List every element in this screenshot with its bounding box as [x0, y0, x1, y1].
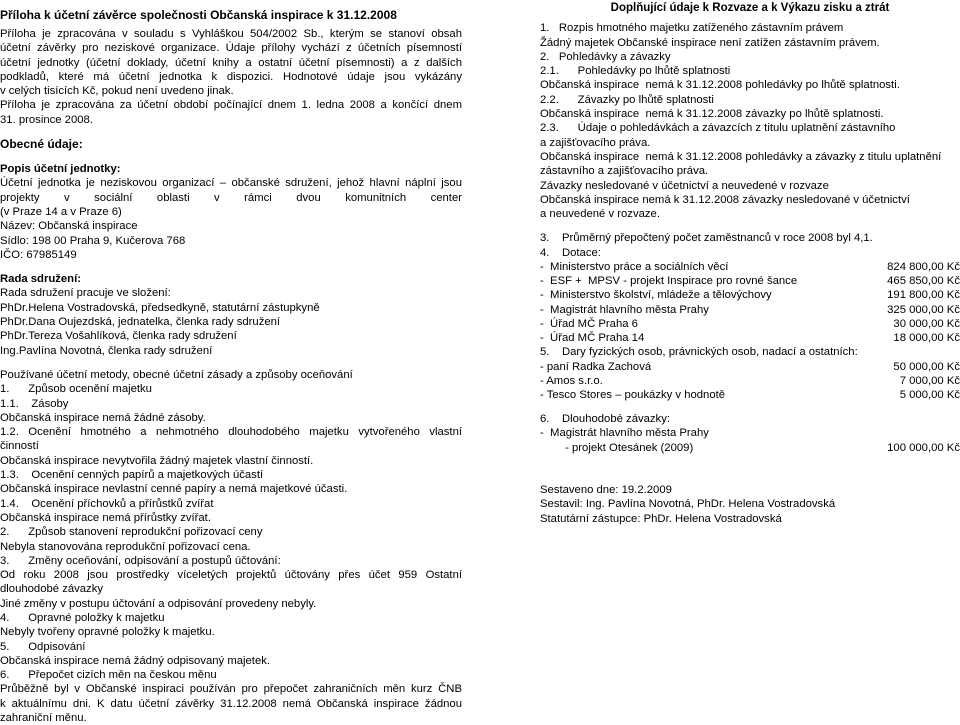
gift-row-label: - Tesco Stores – poukázky v hodnotě: [540, 388, 726, 401]
council-line: PhDr.Dana Oujezdská, jednatelka, členka rady sdružení: [0, 316, 281, 329]
subsidy-row-label: - Úřad MČ Praha 6: [540, 317, 638, 330]
subsidy-row-amount: 191 800,00 Kč: [887, 289, 960, 302]
council-line: PhDr.Helena Vostradovská, předsedkyně, statutární zástupkyně: [0, 301, 320, 314]
supplement-line: a zajišťovacího práva.: [540, 136, 651, 149]
entity-line: IČO: 67985149: [0, 248, 77, 261]
intro-line: 31. prosince 2008.: [0, 113, 93, 126]
supplement-line: 2. Pohledávky a závazky: [540, 50, 671, 63]
subsidy-row-label: - Magistrát hlavního města Prahy: [540, 303, 709, 316]
intro-line: v celých tisících Kč, pokud není uvedeno jinak.: [0, 85, 234, 98]
supplement-line: 2.2. Závazky po lhůtě splatnosti: [540, 93, 714, 106]
methods-line: Nebyly tvořeny opravné položky k majetku.: [0, 626, 215, 639]
liability-row: [540, 441, 960, 455]
supplement-line: Občanská inspirace nemá k 31.12.2008 pohledávky a závazky z titulu uplatnění: [540, 150, 942, 163]
gift-row-amount: 7 000,00 Kč: [899, 374, 960, 387]
subsidies-heading: 4. Dotace:: [540, 246, 601, 259]
subsidy-row-label: - Úřad MČ Praha 14: [540, 332, 645, 345]
subsidies-list: [540, 260, 960, 345]
footer-line: Sestavil: Ing. Pavlína Novotná, PhDr. Helena Vostradovská: [540, 498, 836, 511]
subsidy-row: [540, 331, 960, 345]
left-column: [0, 0, 462, 725]
methods-section: [0, 368, 462, 725]
gift-row: [540, 360, 960, 374]
supplement-line: zástavního a zajišťovacího práva.: [540, 165, 709, 178]
entity-line: Název: Občanská inspirace: [0, 220, 138, 233]
methods-line: k aktuálnímu dni. K datu účetní závěrky 31.12.2008 nemá Občanská inspirace žádnou: [0, 697, 462, 710]
methods-line: Nebyla stanovována reprodukční pořizovací cena.: [0, 540, 251, 553]
intro-line: podkladů, které má účetní jednotka k dispozici. Hodnotové údaje jsou vykázány: [0, 70, 462, 83]
supplement-line: a neuvedené v rozvaze.: [540, 208, 660, 221]
liabilities-subheading: - Magistrát hlavního města Prahy: [540, 427, 709, 440]
liability-row-label: - projekt Otesánek (2009): [540, 441, 694, 454]
entity-line: (v Praze 14 a v Praze 6): [0, 205, 122, 218]
intro-line: účetní jednotky (účetní doklady, účetní knihy a ostatní účetní písemnosti) a z dalších: [0, 56, 462, 69]
council-line: Rada sdružení pracuje ve složení:: [0, 287, 171, 300]
council-section: [0, 286, 462, 357]
document-title: Příloha k účetní závěrce společnosti Občanská inspirace k 31.12.2008: [0, 8, 397, 22]
subsidy-row: [540, 317, 960, 331]
methods-line: Jiné změny v postupu účtování a odpisování provedeny nebyly.: [0, 597, 317, 610]
methods-line: 5. Odpisování: [0, 640, 86, 653]
methods-line: 6. Přepočet cizích měn na českou měnu: [0, 669, 217, 682]
subsidy-row: [540, 260, 960, 274]
methods-line: Občanská inspirace nevytvořila žádný majetek vlastní činností.: [0, 454, 314, 467]
methods-line: činností: [0, 440, 39, 453]
intro-line: Příloha je zpracována v souladu s Vyhláškou 504/2002 Sb., kterým se stanoví obsah: [0, 28, 462, 40]
methods-line: 2. Způsob stanovení reprodukční pořizovací ceny: [0, 526, 263, 539]
employees-line: 3. Průměrný přepočtený počet zaměstnanců v roce 2008 byl 4,1.: [540, 232, 873, 245]
methods-line: Průběžně byl v Občanské inspiraci používán pro přepočet zahraničních měn kurz ČNB: [0, 683, 462, 696]
subsidy-row-amount: 18 000,00 Kč: [893, 332, 960, 345]
methods-line: 1. Způsob ocenění majetku: [0, 383, 152, 396]
supplement-line: 2.1. Pohledávky po lhůtě splatnosti: [540, 65, 731, 78]
supplement-line: 2.3. Údaje o pohledávkách a závazcích z titulu uplatnění zástavního: [540, 122, 896, 135]
methods-line: 4. Opravné položky k majetku: [0, 611, 165, 624]
footer-line: Statutární zástupce: PhDr. Helena Vostradovská: [540, 512, 782, 525]
methods-line: 1.1. Zásoby: [0, 397, 69, 410]
gift-row-label: - paní Radka Zachová: [540, 360, 652, 373]
general-heading: Obecné údaje:: [0, 137, 83, 152]
gift-row-amount: 5 000,00 Kč: [899, 388, 960, 401]
methods-line: Používané účetní metody, obecné účetní zásady a způsoby oceňování: [0, 368, 353, 381]
methods-line: 1.3. Ocenění cenných papírů a majetkových účastí: [0, 469, 264, 482]
subsidy-row-label: - Ministerstvo práce a sociálních věcí: [540, 261, 729, 274]
supplement-title: Doplňující údaje k Rozvaze a k Výkazu zisku a ztrát: [610, 2, 890, 14]
methods-line: Občanská inspirace nevlastní cenné papíry a nemá majetkové účasti.: [0, 483, 348, 496]
methods-line: Občanská inspirace nemá žádný odpisovaný majetek.: [0, 654, 271, 667]
right-column: [540, 0, 960, 526]
intro-line: účetní závěrky pro neziskové organizace. Údaje přílohy vychází z účetních písemností: [0, 42, 462, 55]
gift-row: [540, 388, 960, 402]
supplement-line: Občanská inspirace nemá k 31.12.2008 závazky nesledované v účetnictví: [540, 193, 910, 206]
entity-heading: Popis účetní jednotky:: [0, 163, 121, 176]
entity-line: Účetní jednotka je neziskovou organizací – občanské sdružení, jehož hlavní náplní jsou: [0, 177, 462, 190]
liabilities-heading: 6. Dlouhodobé závazky:: [540, 413, 670, 426]
subsidy-row-amount: 30 000,00 Kč: [893, 317, 960, 330]
gift-row-label: - Amos s.r.o.: [540, 374, 603, 387]
council-heading: Rada sdružení:: [0, 273, 81, 286]
methods-line: Občanská inspirace nemá žádné zásoby.: [0, 411, 206, 424]
receivables-section: [540, 21, 960, 221]
supplement-line: Občanská inspirace nemá k 31.12.2008 závazky po lhůtě splatnosti.: [540, 108, 884, 121]
subsidy-row-amount: 325 000,00 Kč: [887, 303, 960, 316]
gifts-heading: 5. Dary fyzických osob, právnických osob, nadací a ostatních:: [540, 346, 858, 359]
methods-line: Občanská inspirace nemá přírůstky zvířat.: [0, 511, 211, 524]
methods-line: 1.4. Ocenění příchovků a přírůstků zvířat: [0, 497, 214, 510]
methods-line: zahraniční měnu.: [0, 712, 87, 725]
subsidy-row: [540, 274, 960, 288]
gifts-list: [540, 360, 960, 403]
subsidy-row: [540, 303, 960, 317]
footer-line: Sestaveno dne: 19.2.2009: [540, 483, 672, 496]
supplement-line: Závazky nesledované v účetnictví a neuvedené v rozvaze: [540, 179, 829, 192]
subsidy-row-amount: 824 800,00 Kč: [887, 261, 960, 274]
methods-line: 1.2. Ocenění hmotného a nehmotného dlouhodobého majetku vytvořeného vlastní: [0, 426, 462, 439]
council-line: PhDr.Tereza Vošahlíková, členka rady sdružení: [0, 330, 237, 343]
entity-line: Sídlo: 198 00 Praha 9, Kučerova 768: [0, 234, 186, 247]
methods-line: dlouhodobé závazky: [0, 583, 104, 596]
supplement-line: 1. Rozpis hmotného majetku zatíženého zástavním právem: [540, 22, 844, 35]
liability-row-amount: 100 000,00 Kč: [887, 441, 960, 454]
footer-section: [540, 483, 960, 526]
subsidy-row: [540, 288, 960, 302]
entity-line: projekty v sociální oblasti v rámci dvou komunitních center: [0, 191, 462, 204]
subsidy-row-label: - ESF + MPSV - projekt Inspirace pro rovné šance: [540, 275, 798, 288]
gift-row-amount: 50 000,00 Kč: [893, 360, 960, 373]
supplement-line: Žádný majetek Občanské inspirace není zatížen zástavním právem.: [540, 36, 880, 49]
entity-section: [0, 176, 462, 262]
liabilities-list: [540, 441, 960, 455]
methods-line: Od roku 2008 jsou prostředky víceletých projektů účtovány přes účet 959 Ostatní: [0, 569, 462, 582]
subsidy-row-label: - Ministerstvo školství, mládeže a tělovýchovy: [540, 289, 772, 302]
supplement-line: Občanská inspirace nemá k 31.12.2008 pohledávky po lhůtě splatnosti.: [540, 79, 900, 92]
intro-line: Příloha je zpracována za účetní období počínající dnem 1. ledna 2008 a končící dnem: [0, 99, 462, 112]
intro-paragraph: [0, 27, 462, 127]
council-line: Ing.Pavlína Novotná, členka rady sdružení: [0, 344, 213, 357]
methods-line: 3. Změny oceňování, odpisování a postupů účtování:: [0, 554, 281, 567]
gift-row: [540, 374, 960, 388]
subsidy-row-amount: 465 850,00 Kč: [887, 275, 960, 288]
